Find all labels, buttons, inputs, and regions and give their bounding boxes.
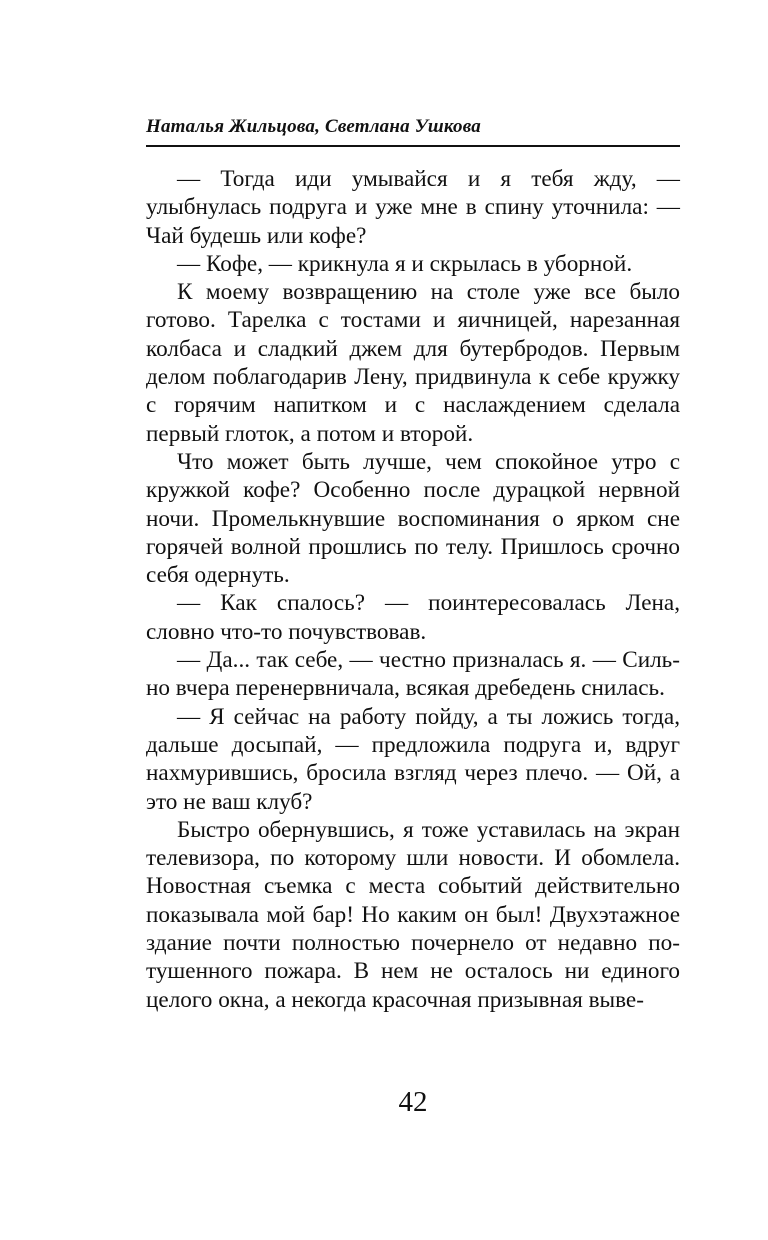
paragraph: Что может быть лучше, чем спокойное утро с кружкой кофе? Особенно после дурацкой нервной ночи. Промелькнувшие воспоминания о ярком сне горячей волной прошлись по телу. Пришлось срочно себя одернуть.: [146, 448, 680, 589]
paragraph: — Кофе, — крикнула я и скрылась в уборной.: [177, 250, 633, 277]
paragraph: — Да... так себе, — честно призналась я. — Сильно вчера перенервничала, всякая дребедень снилась.: [146, 647, 680, 702]
page-number: 42: [398, 1086, 428, 1118]
paragraph: — Как спалось? — поинтересовалась Лена, словно что-то почувствовав.: [146, 590, 680, 645]
paragraph: К моему возвращению на столе уже все было готово. Тарелка с тостами и яичницей, нарезанная колбаса и сладкий джем для бутербродов. Первым делом поблагодарив Лену, придвинула к себе кружку с горячим напитком и с наслаждением сделала первый глоток, а потом и второй.: [146, 279, 680, 447]
body-text: [146, 165, 680, 1014]
header-rule: [146, 145, 680, 147]
paragraph: — Я сейчас на работу пойду, а ты ложись тогда, дальше досыпай, — предложила подруга и, вдруг нахмурившись, бросила взгляд через плечо. — Ой, а это не ваш клуб?: [146, 703, 680, 815]
paragraph: Быстро обернувшись, я тоже уставилась на экран телевизора, по которому шли новости. И обомлела. Новостная съемка с места событий действительно показывала мой бар! Но каким он был! Двухэтажное здание почти полностью почернело от недавно потушенного пожара. В нем не осталось ни единого целого окна, а некогда красочная призывная выве-: [146, 816, 680, 1013]
running-head: Наталья Жильцова, Светлана Ушкова: [146, 116, 481, 137]
paragraph: — Тогда иди умывайся и я тебя жду, — улыбнулась подруга и уже мне в спину уточнила: — Чай будешь или кофе?: [146, 166, 680, 249]
